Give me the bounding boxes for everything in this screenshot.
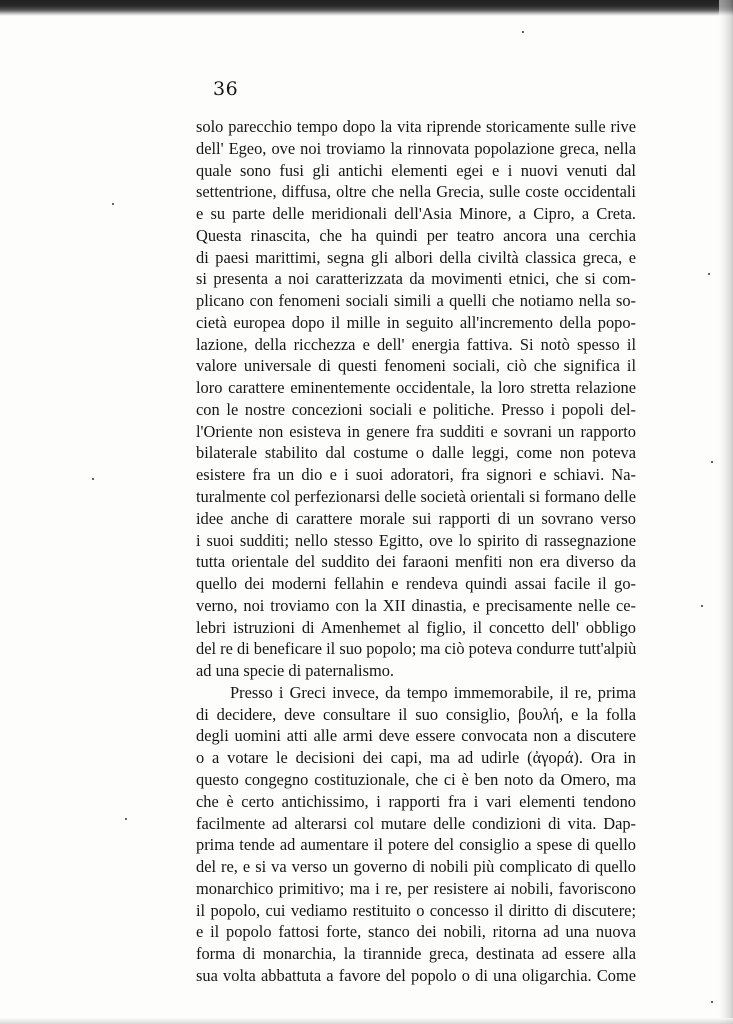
text-line: forma di monarchia, la tirannide greca, destinata ad essere alla [196, 944, 636, 964]
page-number: 36 [213, 78, 239, 100]
text-line: esistere fra un dio e i suoi adoratori, fra signori e schiavi. Na- [196, 465, 636, 485]
text-line: si presenta a noi caratterizzata da movimenti etnici, che si com- [196, 269, 636, 289]
text-line: o a votare le decisioni dei capi, ma ad udirle (ἀγορά). Ora in [196, 748, 636, 768]
text-line: Presso i Greci invece, da tempo immemorabile, il re, prima [230, 682, 636, 702]
text-line: prima tende ad aumentare il potere del consiglio a spese di quello [196, 835, 636, 855]
text-line: lazione, della ricchezza e dell' energia fattiva. Si notò spesso il [196, 334, 636, 354]
text-line: facilmente ad alterarsi col mutare delle condizioni di vita. Dap- [196, 813, 636, 833]
scan-top-edge [0, 0, 733, 16]
text-line: loro carattere eminentemente occidentale, la loro stretta relazione [196, 378, 636, 398]
text-line: che è certo antichissimo, i rapporti fra i vari elementi tendono [196, 791, 636, 811]
text-line: questo congegno costituzionale, che ci è ben noto da Omero, ma [196, 769, 636, 789]
scan-speck [522, 31, 524, 33]
text-line: con le nostre concezioni sociali e politiche. Presso i popoli del- [196, 399, 636, 419]
scan-speck [92, 478, 94, 480]
text-line: plicano con fenomeni sociali simili a quelli che notiamo nella so- [196, 291, 636, 311]
text-line: quale sono fusi gli antichi elementi egei e i nuovi venuti dal [196, 160, 636, 180]
text-line: settentrione, diffusa, oltre che nella Grecia, sulle coste occidentali [196, 182, 636, 202]
text-line: valore universale di questi fenomeni sociali, ciò che significa il [196, 356, 636, 376]
body-text [196, 116, 636, 987]
text-line: il popolo, cui vediamo restituito o concesso il diritto di discutere; [196, 900, 636, 920]
text-line: del re di beneficare il suo popolo; ma ciò poteva condurre tutt'alpiù [196, 639, 636, 659]
scan-speck [711, 1001, 713, 1003]
paragraph-1 [196, 116, 636, 682]
text-line: e su parte delle meridionali dell'Asia Minore, a Cipro, a Creta. [196, 204, 636, 224]
scan-speck [112, 203, 114, 205]
text-line: bilaterale stabilito dal costume o dalle leggi, come non poteva [196, 443, 636, 463]
text-line: ad una specie di paternalismo. [196, 661, 394, 681]
scan-speck [125, 818, 127, 820]
text-line: sua volta abbattuta a favore del popolo o di una oligarchia. Come [196, 965, 636, 985]
text-line: i suoi sudditi; nello stesso Egitto, ove lo spirito di rassegnazione [196, 530, 636, 550]
scan-speck [711, 461, 713, 463]
text-line: solo parecchio tempo dopo la vita riprende storicamente sulle rive [196, 117, 636, 136]
text-line: e il popolo fattosi forte, stanco dei nobili, ritorna ad una nuova [196, 922, 636, 942]
scan-right-edge [719, 0, 733, 1024]
text-line: l'Oriente non esisteva in genere fra sudditi e sovrani un rapporto [196, 421, 636, 441]
scan-speck [701, 605, 703, 607]
text-line: quello dei moderni fellahin e rendeva quindi assai facile il go- [196, 574, 636, 594]
text-line: degli uomini atti alle armi deve essere convocata non a discutere [196, 726, 636, 746]
text-line: verno, noi troviamo con la XII dinastia, e precisamente nelle ce- [196, 595, 636, 615]
paragraph-2 [196, 682, 636, 987]
scan-bottom-edge [0, 1018, 733, 1024]
text-line: idee anche di carattere morale sui rapporti di un sovrano verso [196, 508, 636, 528]
scan-speck [708, 273, 710, 275]
text-line: lebri istruzioni di Amenhemet al figlio, il concetto dell' obbligo [196, 617, 636, 637]
text-line: dell' Egeo, ove noi troviamo la rinnovata popolazione greca, nella [196, 138, 636, 158]
text-line: del re, e si va verso un governo di nobili più complicato di quello [196, 857, 636, 877]
text-line: cietà europea dopo il mille in seguito all'incremento della popo- [196, 312, 636, 332]
text-line: tutta orientale del suddito dei faraoni menfiti non era diverso da [196, 552, 636, 572]
text-line: di decidere, deve consultare il suo consiglio, βουλή, e la folla [196, 704, 636, 724]
text-line: turalmente col perfezionarsi delle società orientali si formano delle [196, 487, 636, 507]
text-line: Questa rinascita, che ha quindi per teatro ancora una cerchia [196, 225, 636, 245]
text-line: di paesi marittimi, segna gli albori della civiltà classica greca, e [196, 247, 636, 267]
text-line: monarchico primitivo; ma i re, per resistere ai nobili, favoriscono [196, 878, 636, 898]
